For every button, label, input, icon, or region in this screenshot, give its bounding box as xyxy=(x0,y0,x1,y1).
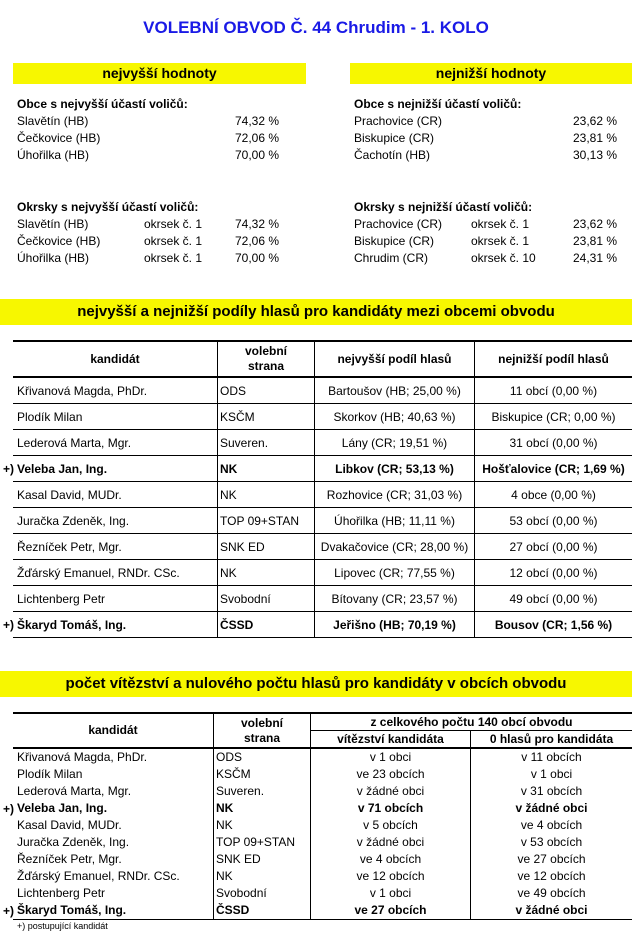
lowest-share: 31 obcí (0,00 %) xyxy=(475,430,632,456)
party-name: NK xyxy=(218,482,315,508)
district-number: okrsek č. 1 xyxy=(144,217,203,231)
turnout-value: 72,06 % xyxy=(235,234,280,248)
advancing-candidate-marker: +) xyxy=(3,903,15,918)
highest-districts-heading: Okrsky s nejvyšší účastí voličů: xyxy=(17,200,199,214)
wins-header-row-1 xyxy=(13,713,632,731)
shares-table-row xyxy=(13,404,632,430)
candidate-name: Kasal David, MUDr. xyxy=(13,817,214,834)
party-name: NK xyxy=(214,817,311,834)
wins-table-row xyxy=(13,834,632,851)
zero-votes-count: v žádné obci xyxy=(471,902,632,920)
candidate-name: Veleba Jan, Ing. xyxy=(13,800,214,817)
advancing-candidate-marker: +) xyxy=(3,461,15,476)
highest-municipality-row xyxy=(17,113,297,130)
lowest-share: 4 obce (0,00 %) xyxy=(475,482,632,508)
candidate-name: Lederová Marta, Mgr. xyxy=(13,783,214,800)
candidate-name: Křivanová Magda, PhDr. xyxy=(13,748,214,766)
wins-table-row xyxy=(13,766,632,783)
advancing-candidate-marker: +) xyxy=(3,617,15,632)
header-party-line2: strana xyxy=(243,730,281,745)
municipality-name: Biskupice (CR) xyxy=(354,234,435,248)
highest-district-row xyxy=(17,250,297,267)
party-name: NK xyxy=(218,456,315,482)
zero-votes-count: ve 12 obcích xyxy=(517,869,586,883)
wins-table-row xyxy=(13,817,632,834)
highest-municipality-row xyxy=(17,130,297,147)
shares-table-row xyxy=(13,456,632,482)
shares-table-row xyxy=(13,534,632,560)
highest-district-row xyxy=(17,233,297,250)
wins-table-row xyxy=(13,902,632,920)
header-wins: vítězství kandidáta xyxy=(311,731,471,749)
header-zero-votes: 0 hlasů pro kandidáta xyxy=(471,731,632,749)
zero-votes-count: ve 4 obcích xyxy=(520,818,583,832)
wins-section-title: počet vítězství a nulového počtu hlasů pro kandidáty v obcích obvodu xyxy=(0,671,632,697)
party-name: Suveren. xyxy=(214,783,311,800)
party-name: ČSSD xyxy=(214,902,311,920)
lowest-share: Hošťalovice (CR; 1,69 %) xyxy=(475,456,632,482)
zero-votes-count: v 11 obcích xyxy=(521,750,582,764)
highest-share: Úhořilka (HB; 11,11 %) xyxy=(315,508,475,534)
page-title: VOLEBNÍ OBVOD Č. 44 Chrudim - 1. KOLO xyxy=(143,18,489,37)
lowest-share: 11 obcí (0,00 %) xyxy=(475,377,632,404)
party-name: Svobodní xyxy=(218,586,315,612)
shares-table-row xyxy=(13,430,632,456)
header-party xyxy=(214,713,311,748)
party-name: NK xyxy=(214,800,311,817)
footnote: +) postupující kandidát xyxy=(17,921,108,931)
lowest-municipality-row xyxy=(354,130,632,147)
lowest-districts-heading: Okrsky s nejnižší účastí voličů: xyxy=(354,200,533,214)
wins-table-row xyxy=(13,748,632,766)
candidate-name: Lichtenberg Petr xyxy=(13,885,214,902)
wins-table xyxy=(13,712,632,920)
party-name: TOP 09+STAN xyxy=(218,508,315,534)
wins-count: ve 27 obcích xyxy=(311,902,471,920)
highest-municipalities-heading: Obce s nejvyšší účastí voličů: xyxy=(17,97,188,111)
turnout-value: 74,32 % xyxy=(235,217,280,231)
zero-votes-count: v 53 obcích xyxy=(520,835,583,849)
highest-share: Rozhovice (CR; 31,03 %) xyxy=(315,482,475,508)
header-candidate: kandidát xyxy=(13,713,214,748)
party-name: SNK ED xyxy=(218,534,315,560)
wins-count: v 71 obcích xyxy=(311,800,471,817)
lowest-values-header: nejnižší hodnoty xyxy=(350,63,632,84)
shares-header-row xyxy=(13,341,632,377)
lowest-district-row xyxy=(354,250,632,267)
turnout-value: 23,81 % xyxy=(573,234,618,248)
party-name: ODS xyxy=(214,748,311,766)
candidate-name: Plodík Milan xyxy=(13,404,218,430)
lowest-share: Biskupice (CR; 0,00 %) xyxy=(475,404,632,430)
party-name: KSČM xyxy=(214,766,311,783)
highest-district-row xyxy=(17,216,297,233)
candidate-name: Kasal David, MUDr. xyxy=(13,482,218,508)
turnout-value: 74,32 % xyxy=(235,114,280,128)
district-number: okrsek č. 1 xyxy=(144,251,203,265)
shares-table-row xyxy=(13,482,632,508)
candidate-name: Škaryd Tomáš, Ing. xyxy=(13,902,214,920)
zero-votes-count: v 31 obcích xyxy=(520,784,583,798)
header-party xyxy=(218,341,315,377)
party-name: KSČM xyxy=(218,404,315,430)
highest-share: Libkov (CR; 53,13 %) xyxy=(315,456,475,482)
zero-votes-count: v žádné obci xyxy=(515,801,588,815)
municipality-name: Biskupice (CR) xyxy=(354,131,435,145)
candidate-name: Řezníček Petr, Mgr. xyxy=(13,851,214,868)
zero-votes-count: ve 49 obcích xyxy=(517,886,586,900)
shares-section-title: nejvyšší a nejnižší podíly hlasů pro kandidáty mezi obcemi obvodu xyxy=(0,299,632,325)
turnout-value: 23,62 % xyxy=(573,217,618,231)
candidate-name: Řezníček Petr, Mgr. xyxy=(13,534,218,560)
municipality-name: Čečkovice (HB) xyxy=(17,131,101,145)
highest-municipalities-block xyxy=(17,96,297,164)
candidate-name: Juračka Zdeněk, Ing. xyxy=(13,508,218,534)
header-total-municipalities: z celkového počtu 140 obcí obvodu xyxy=(311,713,632,731)
shares-table-row xyxy=(13,508,632,534)
wins-count: v žádné obci xyxy=(311,783,471,800)
turnout-value: 70,00 % xyxy=(235,148,280,162)
party-name: TOP 09+STAN xyxy=(214,834,311,851)
municipality-name: Čečkovice (HB) xyxy=(17,234,101,248)
turnout-value: 24,31 % xyxy=(573,251,618,265)
highest-districts-block xyxy=(17,199,297,267)
wins-count: v 1 obci xyxy=(311,748,471,766)
lowest-municipality-row xyxy=(354,147,632,164)
highest-municipality-row xyxy=(17,147,297,164)
municipality-name: Čachotín (HB) xyxy=(354,148,431,162)
highest-share: Bartoušov (HB; 25,00 %) xyxy=(315,377,475,404)
municipality-name: Prachovice (CR) xyxy=(354,217,443,231)
candidate-name: Škaryd Tomáš, Ing. xyxy=(13,612,218,638)
highest-share: Bítovany (CR; 23,57 %) xyxy=(315,586,475,612)
wins-count: ve 4 obcích xyxy=(311,851,471,868)
wins-count: v 5 obcích xyxy=(311,817,471,834)
municipality-name: Slavětín (HB) xyxy=(17,114,89,128)
municipality-name: Chrudim (CR) xyxy=(354,251,429,265)
zero-votes-count: v 1 obci xyxy=(530,767,573,781)
wins-table-row xyxy=(13,851,632,868)
header-party-line1: volební xyxy=(244,344,287,358)
wins-table-row xyxy=(13,868,632,885)
shares-table xyxy=(13,340,632,638)
candidate-name: Žďárský Emanuel, RNDr. CSc. xyxy=(13,560,218,586)
wins-table-row xyxy=(13,885,632,902)
advancing-candidate-marker: +) xyxy=(3,801,15,816)
wins-table-row xyxy=(13,783,632,800)
turnout-value: 23,81 % xyxy=(573,131,618,145)
district-number: okrsek č. 10 xyxy=(471,251,536,265)
candidate-name: Lederová Marta, Mgr. xyxy=(13,430,218,456)
candidate-name: Plodík Milan xyxy=(13,766,214,783)
district-number: okrsek č. 1 xyxy=(471,217,530,231)
turnout-value: 70,00 % xyxy=(235,251,280,265)
district-number: okrsek č. 1 xyxy=(144,234,203,248)
party-name: ČSSD xyxy=(218,612,315,638)
lowest-share: 53 obcí (0,00 %) xyxy=(475,508,632,534)
shares-table-row xyxy=(13,586,632,612)
highest-share: Dvakačovice (CR; 28,00 %) xyxy=(315,534,475,560)
zero-votes-count: ve 27 obcích xyxy=(517,852,586,866)
lowest-share: 12 obcí (0,00 %) xyxy=(475,560,632,586)
highest-share: Skorkov (HB; 40,63 %) xyxy=(315,404,475,430)
party-name: Suveren. xyxy=(218,430,315,456)
municipality-name: Úhořilka (HB) xyxy=(17,251,90,265)
municipality-name: Slavětín (HB) xyxy=(17,217,89,231)
municipality-name: Prachovice (CR) xyxy=(354,114,443,128)
highest-share: Lány (CR; 19,51 %) xyxy=(315,430,475,456)
lowest-district-row xyxy=(354,216,632,233)
lowest-district-row xyxy=(354,233,632,250)
lowest-districts-block xyxy=(354,199,632,267)
lowest-municipalities-heading: Obce s nejnižší účastí voličů: xyxy=(354,97,522,111)
district-number: okrsek č. 1 xyxy=(471,234,530,248)
municipality-name: Úhořilka (HB) xyxy=(17,148,90,162)
lowest-municipality-row xyxy=(354,113,632,130)
party-name: SNK ED xyxy=(214,851,311,868)
highest-values-header: nejvyšší hodnoty xyxy=(13,63,306,84)
header-lowest-share: nejnižší podíl hlasů xyxy=(475,341,632,377)
header-party-line1: volební xyxy=(240,715,283,730)
candidate-name: Juračka Zdeněk, Ing. xyxy=(13,834,214,851)
shares-table-row xyxy=(13,560,632,586)
party-name: NK xyxy=(214,868,311,885)
highest-share: Jeřišno (HB; 70,19 %) xyxy=(315,612,475,638)
header-candidate: kandidát xyxy=(13,341,218,377)
turnout-value: 23,62 % xyxy=(573,114,618,128)
highest-share: Lipovec (CR; 77,55 %) xyxy=(315,560,475,586)
header-party-line2: strana xyxy=(247,359,285,373)
shares-table-row xyxy=(13,377,632,404)
lowest-share: Bousov (CR; 1,56 %) xyxy=(475,612,632,638)
lowest-share: 27 obcí (0,00 %) xyxy=(475,534,632,560)
wins-count: ve 23 obcích xyxy=(311,766,471,783)
candidate-name: Lichtenberg Petr xyxy=(13,586,218,612)
candidate-name: Žďárský Emanuel, RNDr. CSc. xyxy=(13,868,214,885)
party-name: NK xyxy=(218,560,315,586)
wins-count: v 1 obci xyxy=(311,885,471,902)
candidate-name: Křivanová Magda, PhDr. xyxy=(13,377,218,404)
wins-table-row xyxy=(13,800,632,817)
shares-table-row xyxy=(13,612,632,638)
wins-count: v žádné obci xyxy=(311,834,471,851)
candidate-name: Veleba Jan, Ing. xyxy=(13,456,218,482)
lowest-share: 49 obcí (0,00 %) xyxy=(475,586,632,612)
party-name: ODS xyxy=(218,377,315,404)
turnout-value: 72,06 % xyxy=(235,131,280,145)
turnout-value: 30,13 % xyxy=(573,148,618,162)
lowest-municipalities-block xyxy=(354,96,632,164)
wins-count: ve 12 obcích xyxy=(311,868,471,885)
party-name: Svobodní xyxy=(214,885,311,902)
header-highest-share: nejvyšší podíl hlasů xyxy=(315,341,475,377)
